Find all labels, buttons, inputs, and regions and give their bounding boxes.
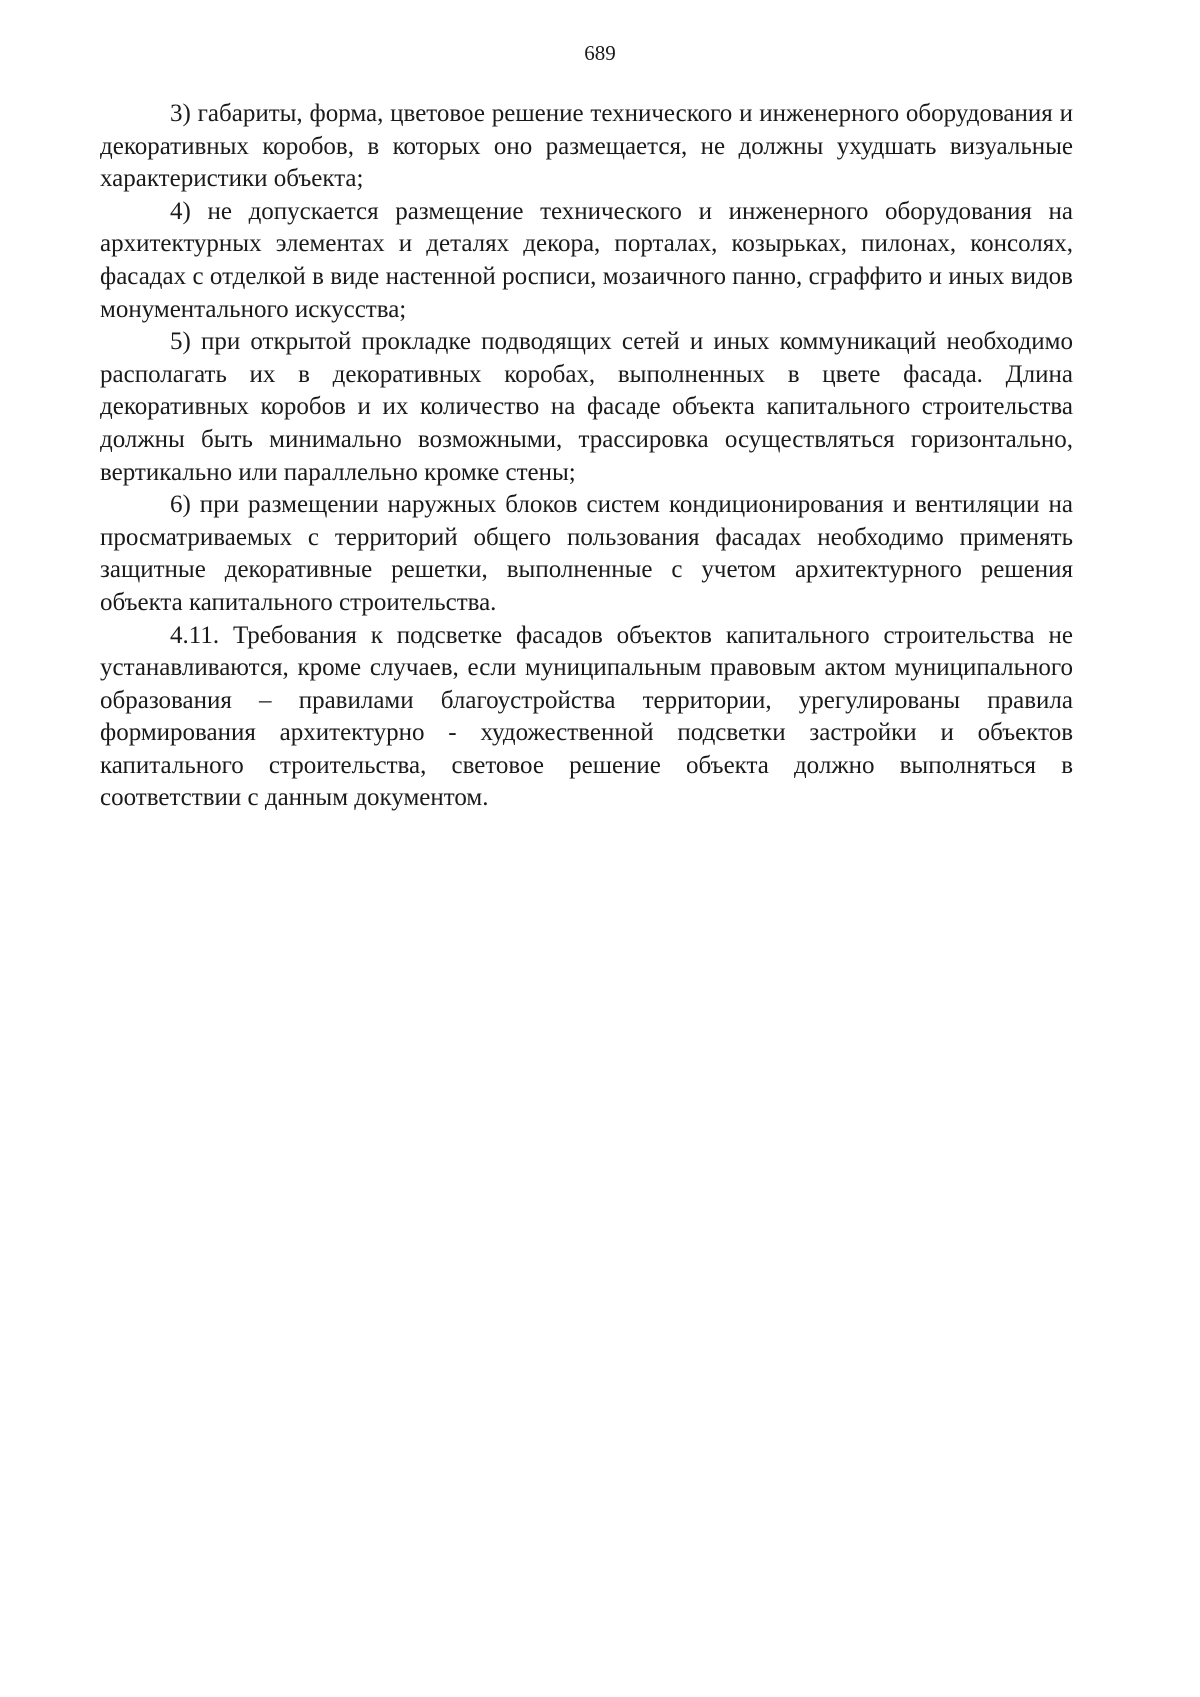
paragraph-section-4-11: 4.11. Требования к подсветке фасадов объектов капитального строительства не устанавливаются, кроме случаев, если муниципальным правовым актом муниципального образования – правилами благоустройства территории, урегулированы правила формирования архитектурно - художественной подсветки застройки и объектов капитального строительства, световое решение объекта должно выполняться в соответствии с данным документом. bbox=[100, 621, 1073, 812]
paragraph-item-3: 3) габариты, форма, цветовое решение технического и инженерного оборудования и декоративных коробов, в которых оно размещается, не должны ухудшать визуальные характеристики объекта; bbox=[100, 100, 1073, 193]
paragraph-item-6: 6) при размещении наружных блоков систем кондиционирования и вентиляции на просматриваемых с территорий общего пользования фасадах необходимо применять защитные декоративные решетки, выполненные с учетом архитектурного решения объекта капитального строительства. bbox=[100, 491, 1073, 616]
document-body bbox=[100, 98, 1073, 815]
page-number: 689 bbox=[584, 41, 616, 65]
paragraph-item-4: 4) не допускается размещение технического и инженерного оборудования на архитектурных элементах и деталях декора, порталах, козырьках, пилонах, консолях, фасадах с отделкой в виде настенной росписи, мозаичного панно, сграффито и иных видов монументального искусства; bbox=[100, 197, 1073, 323]
paragraph-item-5: 5) при открытой прокладке подводящих сетей и иных коммуникаций необходимо располагать их в декоративных коробах, выполненных в цвете фасада. Длина декоративных коробов и их количество на фасаде объекта капитального строительства должны быть минимально возможными, трассировка осуществляться горизонтально, вертикально или параллельно кромке стены; bbox=[100, 328, 1073, 486]
